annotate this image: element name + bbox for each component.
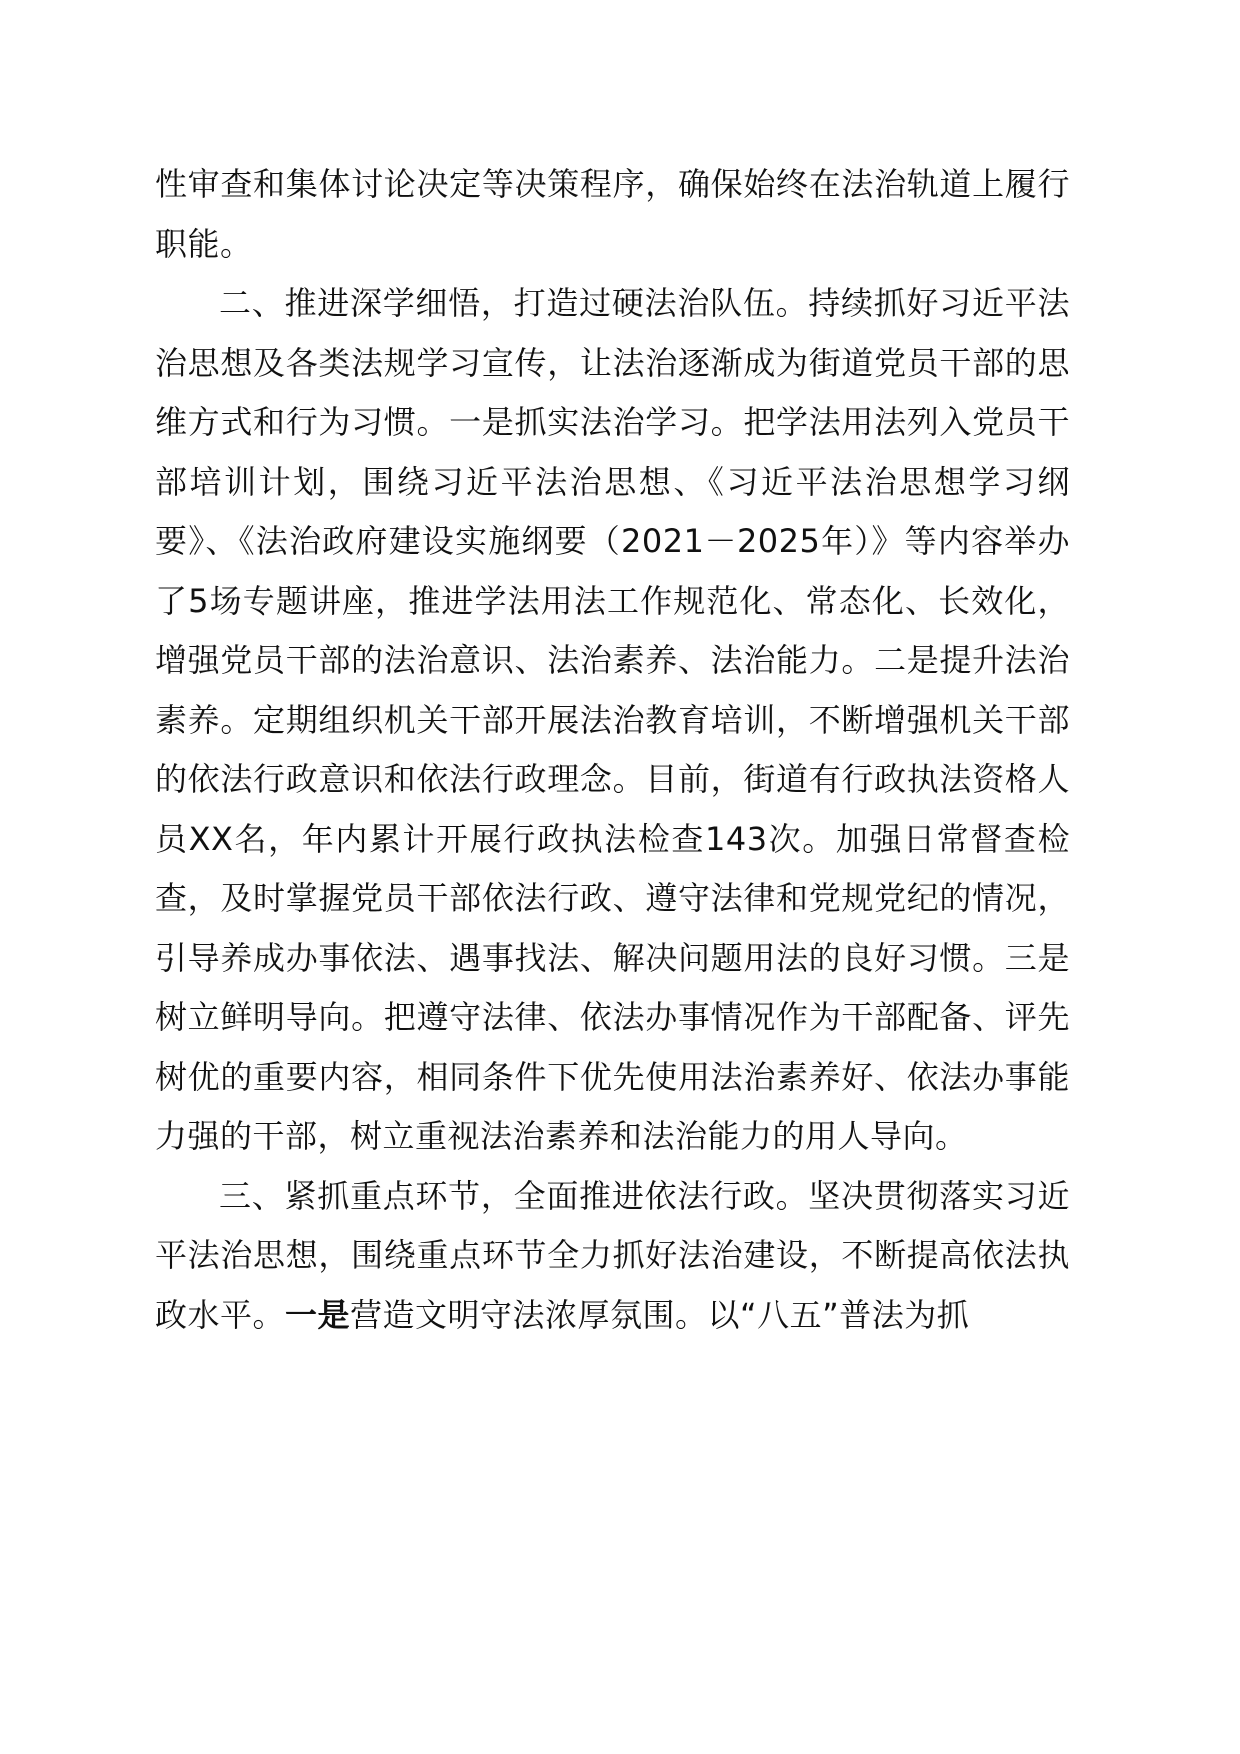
paragraph-section-two: 二、推进深学细悟，打造过硬法治队伍。持续抓好习近平法治思想及各类法规学习宣传，让法治逐渐成为街道党员干部的思维方式和行为习惯。一是抓实法治学习。把学法用法列入党员干部培训计划，围绕习近平法治思想、《习近平法治思想学习纲要》、《法治政府建设实施纲要（2021－2025年）》等内容举办了5场专题讲座，推进学法用法工作规范化、常态化、长效化，增强党员干部的法治意识、法治素养、法治能力。二是提升法治素养。定期组织机关干部开展法治教育培训，不断增强机关干部的依法行政意识和依法行政理念。目前，街道有行政执法资格人员XX名，年内累计开展行政执法检查143次。加强日常督查检查，及时掌握党员干部依法行政、遵守法律和党规党纪的情况，引导养成办事依法、遇事找法、解决问题用法的良好习惯。三是树立鲜明导向。把遵守法律、依法办事情况作为干部配备、评先树优的重要内容，相同条件下优先使用法治素养好、依法办事能力强的干部，树立重视法治素养和法治能力的用人导向。 [155,284,1070,1155]
section-three-continuation: 营造文明守法浓厚氛围。以“八五”普法为抓 [350,1295,970,1334]
section-three-bold-marker: 一是 [285,1295,351,1334]
document-body [155,155,1070,1345]
section-three-intro: 三、紧抓重点环节，全面推进依法行政。坚决贯彻落实习近平法治思想，围绕重点环节全力抓好法治建设，不断提高依法执政水平。 [155,1176,1070,1334]
paragraph-continuation: 性审查和集体讨论决定等决策程序，确保始终在法治轨道上履行职能。 [155,165,1070,263]
paragraph-section-three [155,1167,1070,1346]
